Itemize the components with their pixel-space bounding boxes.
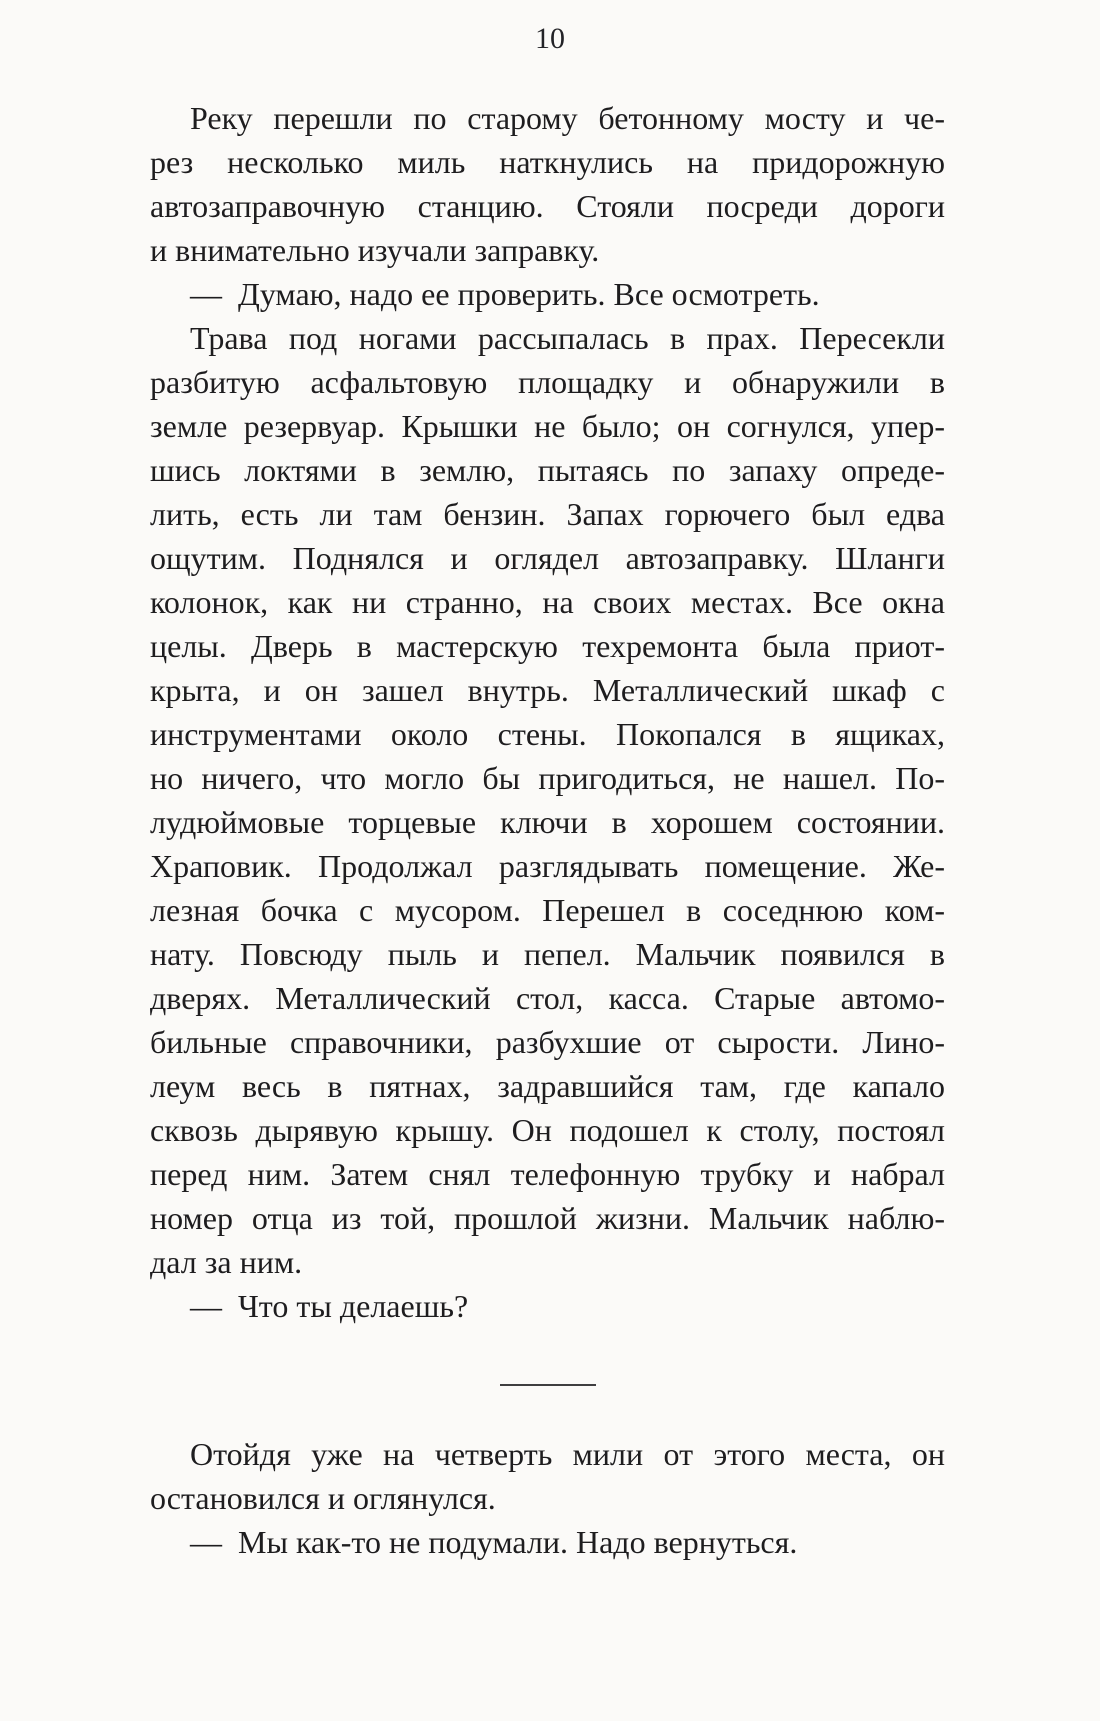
text-block xyxy=(150,96,945,1564)
text-line: шись локтями в землю, пытаясь по запаху опреде- xyxy=(150,452,945,488)
text-line: остановился и оглянулся. xyxy=(150,1480,496,1516)
text-line: дверях. Металлический стол, касса. Старые автомо- xyxy=(150,980,945,1016)
text-line: и внимательно изучали заправку. xyxy=(150,232,600,268)
text-line: — Что ты делаешь? xyxy=(190,1288,469,1324)
text-line: автозаправочную станцию. Стояли посреди дороги xyxy=(150,188,945,224)
text-line: крыта, и он зашел внутрь. Металлический шкаф с xyxy=(150,672,945,708)
paragraph xyxy=(150,96,945,272)
text-line: инструментами около стены. Покопался в ящиках, xyxy=(150,716,945,752)
text-line: лезная бочка с мусором. Перешел в соседнюю ком- xyxy=(150,892,945,928)
paragraph xyxy=(150,1284,945,1328)
page-number: 10 xyxy=(535,22,565,55)
text-line: ощутим. Поднялся и оглядел автозаправку. Шланги xyxy=(150,540,945,576)
text-line: перед ним. Затем снял телефонную трубку и набрал xyxy=(150,1156,945,1192)
text-line: бильные справочники, разбухшие от сырости. Лино- xyxy=(150,1024,945,1060)
text-line: лудюймовые торцевые ключи в хорошем состоянии. xyxy=(150,804,945,840)
paragraph xyxy=(150,1432,945,1520)
text-line: сквозь дырявую крышу. Он подошел к столу, постоял xyxy=(150,1112,945,1148)
text-line: рез несколько миль наткнулись на придорожную xyxy=(150,144,945,180)
text-line: но ничего, что могло бы пригодиться, не нашел. По- xyxy=(150,760,945,796)
text-line: Трава под ногами рассыпалась в прах. Пересекли xyxy=(190,320,945,356)
text-line: леум весь в пятнах, задравшийся там, где капало xyxy=(150,1068,945,1104)
text-line: Реку перешли по старому бетонному мосту и че- xyxy=(190,100,945,136)
text-line: нату. Повсюду пыль и пепел. Мальчик появился в xyxy=(150,936,945,972)
text-line: лить, есть ли там бензин. Запах горючего был едва xyxy=(150,496,945,532)
text-line: целы. Дверь в мастерскую техремонта была приот- xyxy=(150,628,945,664)
text-line: разбитую асфальтовую площадку и обнаружили в xyxy=(150,364,945,400)
text-line: колонок, как ни странно, на своих местах. Все окна xyxy=(150,584,945,620)
text-line: дал за ним. xyxy=(150,1244,303,1280)
text-line: номер отца из той, прошлой жизни. Мальчик наблю- xyxy=(150,1200,945,1236)
text-line: — Мы как-то не подумали. Надо вернуться. xyxy=(190,1524,798,1560)
text-line: — Думаю, надо ее проверить. Все осмотреть. xyxy=(190,276,820,312)
section-separator xyxy=(500,1384,596,1386)
text-line: Храповик. Продолжал разглядывать помещение. Же- xyxy=(150,848,945,884)
text-line: земле резервуар. Крышки не было; он согнулся, упер- xyxy=(150,408,945,444)
paragraph xyxy=(150,316,945,1284)
paragraph xyxy=(150,272,945,316)
text-line: Отойдя уже на четверть мили от этого места, он xyxy=(190,1436,945,1472)
paragraph xyxy=(150,1520,945,1564)
